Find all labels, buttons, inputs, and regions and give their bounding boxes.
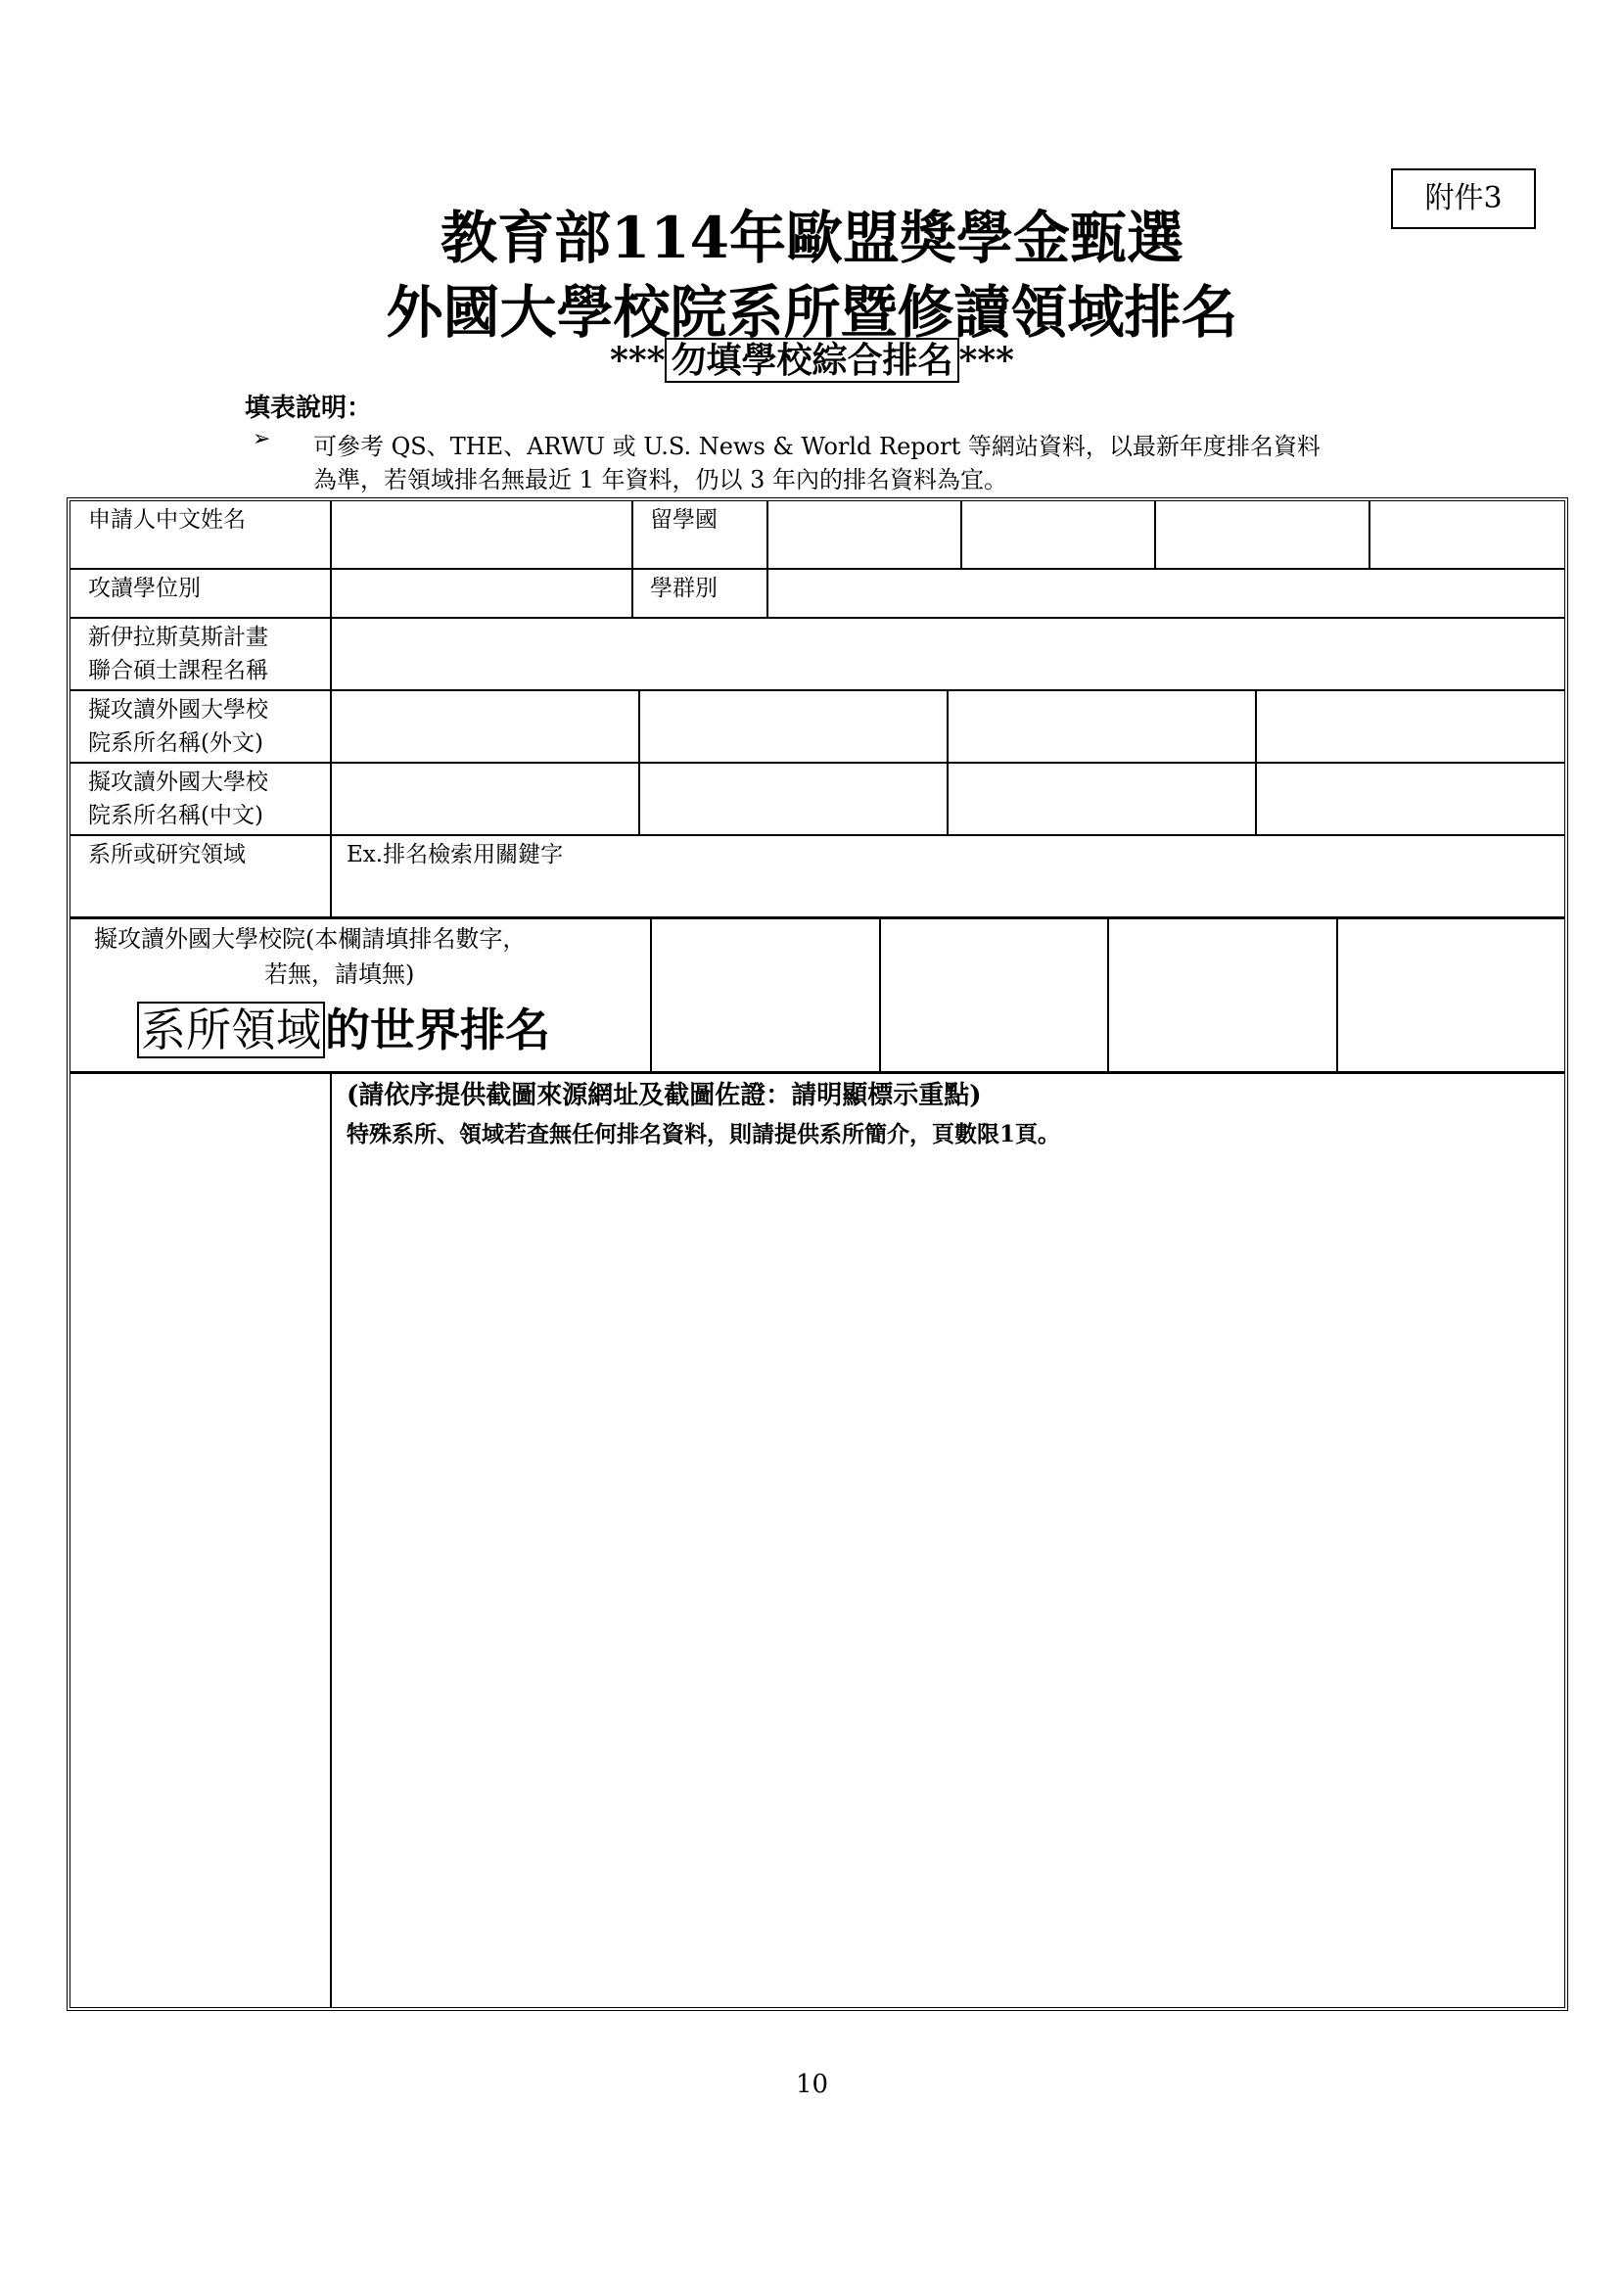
row-divider <box>70 617 1564 619</box>
row-divider <box>70 1071 1564 1074</box>
col-divider <box>330 501 332 917</box>
row-divider <box>70 916 1564 919</box>
col-divider <box>1336 917 1338 1072</box>
evidence-note-1: (請依序提供截圖來源網址及截圖佐證：請明顯標示重點) <box>347 1081 982 1110</box>
col-divider <box>330 1072 332 2007</box>
col-divider <box>879 917 881 1072</box>
instructions-line2: 為準，若領域排名無最近 1 年資料，仍以 3 年內的排名資料為宜。 <box>313 466 1008 493</box>
ranking-title-rest: 的世界排名 <box>325 1004 550 1056</box>
school-foreign-label-l1: 擬攻讀外國大學校 <box>88 697 268 723</box>
research-field-label: 系所或研究領域 <box>88 842 246 867</box>
attachment-label: 附件3 <box>1391 168 1536 229</box>
col-divider <box>650 917 652 1072</box>
col-divider <box>1107 917 1109 1072</box>
bullet-arrow-icon: ➢ <box>253 427 271 451</box>
evidence-area[interactable] <box>333 1075 1562 2005</box>
instructions-line1: 可參考 QS、THE、ARWU 或 U.S. News & World Report 等網站資料，以最新年度排名資料 <box>313 433 1321 460</box>
page-number: 10 <box>795 2070 829 2099</box>
applicant-name-label: 申請人中文姓名 <box>88 507 246 533</box>
page-title-line1: 教育部114年歐盟獎學金甄選 <box>440 205 1184 271</box>
page-title-line2: 外國大學校院系所暨修讀領域排名 <box>386 279 1238 346</box>
ranking-label-l2: 若無，請填無) <box>264 960 415 988</box>
warning-prefix: *** <box>610 340 666 381</box>
ranking-title <box>137 995 550 1059</box>
evidence-note-2: 特殊系所、領域若查無任何排名資料，則請提供系所簡介，頁數限1頁。 <box>347 1121 1061 1147</box>
program-label-l2: 聯合碩士課程名稱 <box>88 658 268 683</box>
instructions-heading: 填表說明： <box>245 394 373 423</box>
degree-label: 攻讀學位別 <box>88 576 201 601</box>
program-label-l1: 新伊拉斯莫斯計畫 <box>88 625 268 650</box>
school-chinese-label-l1: 擬攻讀外國大學校 <box>88 770 268 795</box>
row-divider <box>70 762 1564 764</box>
col-divider <box>638 689 640 835</box>
col-divider <box>960 501 962 568</box>
ranking-title-boxed: 系所領域 <box>137 1002 325 1058</box>
research-field-placeholder: Ex.排名檢索用關鍵字 <box>347 842 564 867</box>
col-divider <box>1369 501 1370 568</box>
applicant-name-field[interactable] <box>333 503 630 566</box>
col-divider <box>1154 501 1156 568</box>
study-country-label: 留學國 <box>650 507 718 533</box>
warning-suffix: *** <box>958 340 1014 381</box>
field-group-label: 學群別 <box>650 576 718 601</box>
col-divider <box>947 689 949 835</box>
program-name-field[interactable] <box>333 621 1562 687</box>
col-divider <box>1255 689 1257 835</box>
row-divider <box>70 834 1564 836</box>
warning-boxed: 勿填學校綜合排名 <box>665 338 958 383</box>
ranking-label-l1: 擬攻讀外國大學校院(本欄請填排名數字， <box>94 925 527 953</box>
col-divider <box>766 501 768 619</box>
col-divider <box>631 501 633 619</box>
school-foreign-label-l2: 院系所名稱(外文) <box>88 730 263 756</box>
row-divider <box>70 689 1564 691</box>
school-chinese-label-l2: 院系所名稱(中文) <box>88 803 263 828</box>
warning-note <box>0 333 1624 383</box>
row-divider <box>70 568 1564 570</box>
field-group-field[interactable] <box>769 572 1562 615</box>
study-country-field-1[interactable] <box>769 503 959 566</box>
degree-field[interactable] <box>333 572 630 615</box>
